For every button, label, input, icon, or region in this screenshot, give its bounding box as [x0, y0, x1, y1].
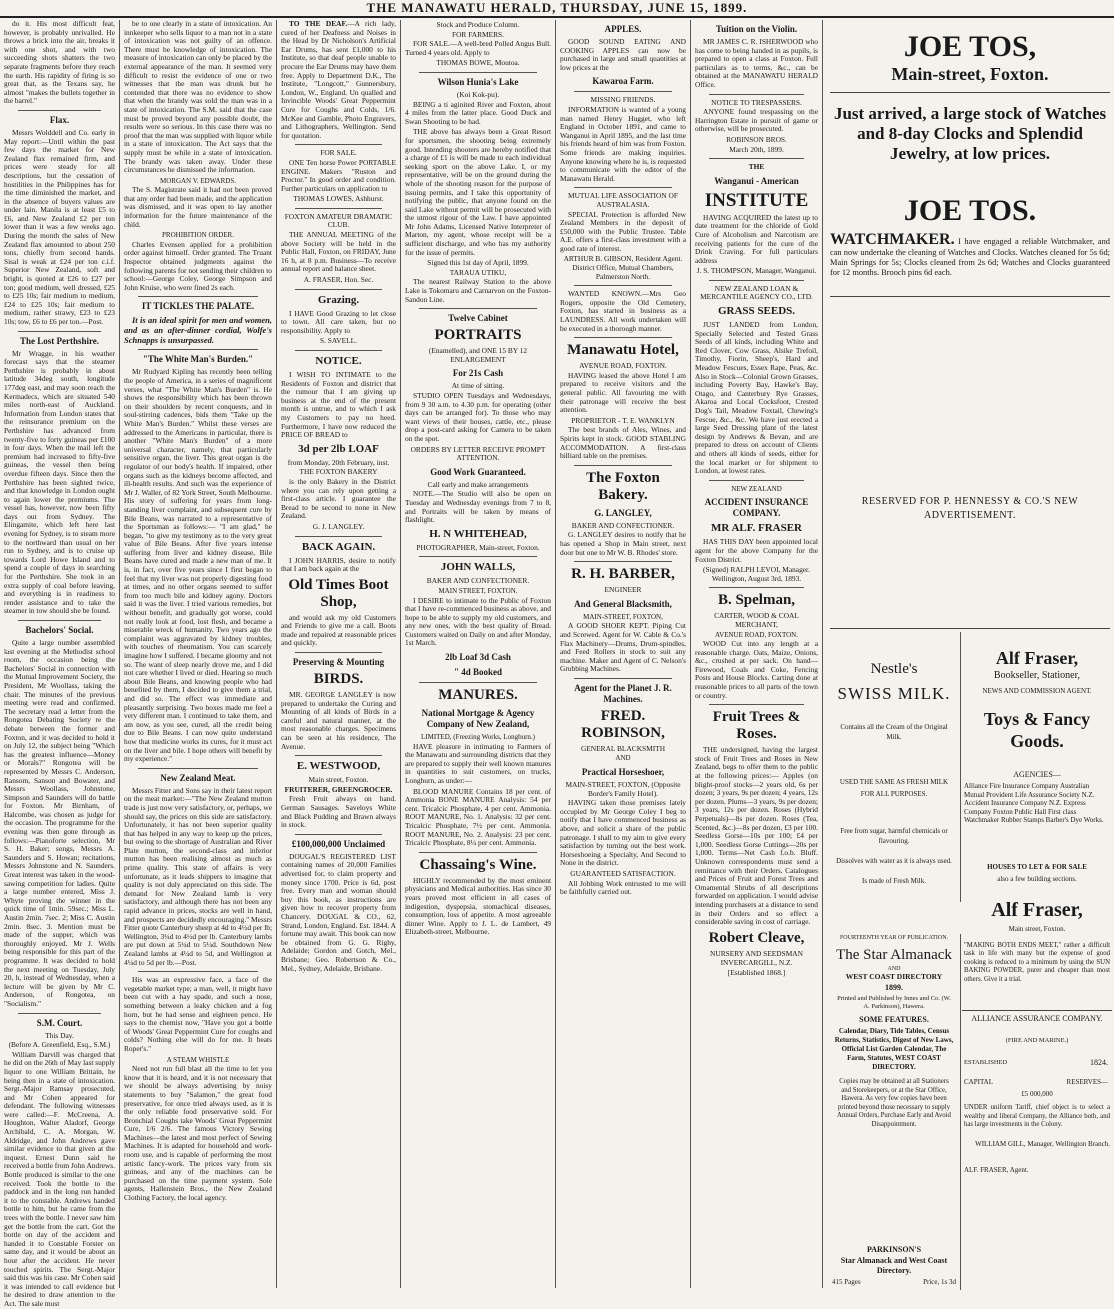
ad-notice-sig: G. J. LANGLEY. [312, 521, 365, 531]
heading-missing: MISSING FRIENDS. [590, 95, 656, 105]
portraits-good-work: Good Work Guaranteed. [430, 466, 526, 477]
heading-steam-whistle: A STEAM WHISTLE [166, 1055, 230, 1064]
spelman-sub: CARTER, WOOD & COAL MERCHANT, [714, 611, 799, 629]
robinson-sub-2: Practical Horseshoer, [581, 767, 665, 778]
portraits-time: At time of sitting. [451, 381, 505, 391]
ad-accident: HAS THIS DAY been appointed local agent for the above Company for the Foxton District. [695, 537, 818, 564]
institute-the: THE [748, 162, 765, 172]
ad-grazing-sig: S. SAVELL. [319, 336, 358, 346]
houses-heading: HOUSES TO LET & FOR SALE [987, 863, 1087, 871]
ad-institute: HAVING ACQUIRED the latest up to date treatment for the chloride of Gold Cure of Alcoholism and Narcotism are receiving patients for the cure of the Drink Craving. For full particulars address [695, 212, 818, 265]
column-5 [556, 20, 690, 1290]
heading-westwood: E. WESTWOOD, [296, 760, 381, 773]
heading-spelman: B. Spelman, [717, 592, 796, 609]
cleave-address: INVERCARGILL, N.Z. [720, 958, 793, 968]
heading-notice: NOTICE. [315, 355, 362, 367]
article-steam-whistle: Need not run full blast all the time to let you know that it is heard, and it is not necessary that we should be always advertising by noisy statements to buy "Salamon," the great food preservative, for once tried always used, as it is the only reliable food preservative sold. For Bronchial Coughs take Woods' Great Peppermint Cure, 1/6 2/6. The famous Victory Sewing Machines—the latest and most perfect of Sewing Machines. It is adapted for household and work-room use, and is capable of performing the most artistic fancy-work. The prices vary from six guineas, and any of the machines can be purchased on the time payment system. Sole agents, Hallenstein Bros., the New Zealand Clothing Factory, the local agency. [124, 1064, 272, 1203]
cleave-established: [Established 1868.] [727, 967, 786, 977]
column-3 [277, 20, 400, 1290]
joe-tos-arrived: Just arrived, a large stock of Watches and 8-day Clocks and Splendid Jewelry, at low prices. [833, 104, 1107, 163]
heading-white-mans-burden: "The White Man's Burden." [142, 354, 254, 365]
joe-tos-address: Main-street, Foxton. [891, 64, 1049, 84]
portraits-call: Call early and make arrangements [427, 479, 529, 489]
ad-chassaing: HIGHLY recommended by the most eminent physicians and Medical authorities. Has since 30 years proved most efficient in all cases of indigestion, dyspepsia, stomachical diseases, consumption, loss of appetite. A most agreeable dinner Wine. Apply to J. L. de Lambert, 49 Elizabeth-street, Melbourne. [405, 875, 551, 937]
ad-drama-club: THE ANNUAL MEETING of the above Society will be held in the Public Hall, Foxton, on FRIDAY, June 16 h, at 8 p.m. Business—To receive annual report and balance sheet. [281, 230, 396, 274]
robinson-jobbing: All Jobbing Work entrusted to me will be faithfully carried out. [560, 878, 686, 897]
almanack-list: Calendar, Diary, Tide Tables, Census Returns, Statistics, Digest of New Laws, Official List Garden Calendar, The Farm, Statutes, WEST COAST DIRECTORY. [834, 1027, 954, 1071]
heading-grazing: Grazing. [317, 293, 360, 306]
nestle-dissolves: Dissolves with water as it is always used. [836, 857, 952, 865]
kawaroa-farm: Kawaroa Farm. [592, 76, 654, 87]
barber-address: MAIN-STREET, FOXTON, [583, 612, 663, 621]
westwood-trade: FRUITERER, GREENGROCER. [284, 784, 393, 794]
article-prohibition: Charles Evensen applied for a prohibition order against himself. Order granted. The Truant Inspector obtained judgments against the following parents for not sending their children to school:—George Coley, George Simpson and John Kruise, who were fined 2s each. [124, 239, 272, 292]
manures-company: National Mortgage & Agency Company of New Zealand, [421, 708, 535, 730]
column-2 [120, 20, 276, 1290]
alliance-heading: ALLIANCE ASSURANCE COMPANY. [971, 1014, 1103, 1023]
walls-sub: BAKER AND CONFECTIONER. [426, 576, 530, 586]
agencies-heading: AGENCIES— [1013, 770, 1061, 779]
nestle-swiss-milk: SWISS MILK. [837, 684, 951, 703]
ad-schnapps-text: It is an ideal spirit for men and women, and as an after-dinner cordial, Wolfe's Schnapps is unsurpassed. [124, 315, 272, 346]
heading-foxton-bakery: The Foxton Bakery. [586, 469, 660, 503]
agencies-list: Alliance Fire Insurance Company Australian Mutual Provident Life Assurance Society N.Z. Accident Insurance Company N.Z. Express Company Foxton Public Hall First class Watchmaker Rubber Stamps Barber's Dye Works. [964, 782, 1104, 825]
almanack-year-2: 1899. [885, 983, 903, 992]
accident-nz: NEW ZEALAND [731, 484, 782, 493]
ad-wilson-lake-3: The nearest Railway Station to the above Lake is Tokomaru and Carnarvon on the Foxton-Sandon Line. [405, 277, 551, 304]
ad-back-again-2: and would ask my old Customers and Friends to give me a call. Boots made and repaired at reasonable prices and quickly. [281, 612, 396, 648]
ad-deaf: —A rich lady, cured of her Deafness and Noises in the Head by Dr Nicholson's Artificial Ear Drums, has sent £1,000 to his Institute, so that deaf people unable to procure the Ear Drums may have them free. Apply to Department D.K., The Institute, "Longcott," Gunnersbury, London, W., England. Un qualled and Invincible Woods' Great Peppermint Cure for Coughs and Colds, 1/6. McKee and Gamble, Photo Engravers, and Lithographers, Wellington. Send for quotation. [281, 19, 396, 140]
accident-sig: (Signed) RALPH LEVOI, Manager. Wellington, August 3rd, 1893. [703, 565, 810, 583]
heading-for-sale: FOR SALE. [320, 148, 357, 158]
westwood-text: Fresh Fruit always on hand. German Sausages. Saveloys White and Black Pudding and Brawn always in stock. [281, 794, 396, 830]
fraser-2-heading: Alf Fraser, [991, 899, 1083, 921]
portraits-orders: ORDERS BY LETTER RECEIVE PROMPT ATTENTION. [410, 444, 546, 463]
robinson-and: AND [615, 754, 631, 763]
heading-unclaimed: £100,000,000 Unclaimed [291, 838, 386, 849]
baking-powder-ad: "MAKING BOTH ENDS MEET," rather a difficult task in life with many but the expense of good cooking is reduced to a minimum by using the SUN BAKING POWDER, purer and cheaper than most others. Give it a trial. [964, 942, 1110, 983]
ad-grazing: I HAVE Good Grazing to let close to town. All care taken, but no responsibility. Apply to [281, 308, 396, 335]
watchmaker-heading: WATCHMAKER. [830, 231, 955, 248]
ad-fruit-trees: THE undersigned, having the largest stock of Fruit Trees and Roses in New Zealand, begs to offer them to the public at the following prices:— Apples (on blight-proof stocks—2 years old, 6s per dozen; 3 years, 9s per dozen; 4 years, 12s per dozen. Plums—3 years, 9s per dozen; 3 years, 12s per dozen. Roses (Hybrid Perpetuals)—8s per dozen. Roses (Tea, Scented, &c.)—8s per dozen, £3 per 100. Seedless Gorse—10s per 100; £4 per 1,000. Seedless Gorse Cuttings—20s per 1,000. Terms—Net Cash f.o.b. Bluff. Unknown correspondents must send a remittance with their Orders. Catalogues and Prices of Fruit and Forest Trees and Ornamental Shrubs of all descriptions forwarded on application. I would advise intending purchasers at a distance to send in their Orders and so effect a considerable saving in cost of carriage. [695, 745, 818, 927]
walls-price-cash: 2lb Loaf 3d Cash [445, 652, 511, 663]
fraser-sub-2: NEWS AND COMMISSION AGENT. [982, 687, 1092, 695]
institute-sub: Wanganui - American [714, 175, 799, 186]
heading-back-again: BACK AGAIN. [301, 540, 376, 553]
nestle-fresh: Is made of Fresh Milk. [862, 877, 926, 885]
heading-morgan: MORGAN V. EDWARDS. [160, 176, 236, 185]
trespassers-date: March 20th, 1899. [729, 144, 784, 154]
almanack-parkinson: PARKINSON'S [866, 1245, 922, 1254]
heading-birds-big: BIRDS. [313, 671, 364, 688]
alliance-signature: WILLIAM GILL, Manager, Wellington Branch. [975, 1140, 1110, 1148]
heading-wilson-lake: Wilson Hunia's Lake [437, 76, 519, 87]
ad-engine-sig: THOMAS LOWES, Ashhurst. [293, 194, 384, 204]
trespassers-sig: ROBINSON BROS. [726, 134, 787, 144]
watchmaker-text: I have engaged a reliable Watchmaker, and can now undertake the cleaning of Watches and Clocks. Watches cleaned for 5s 6d; Main Springs for 5s; Clocks cleaned from 2s 6d; Watches and Clocks guaranteed for 12 months. Brooch pins 6d each. [830, 237, 1110, 277]
ad-isherwood: MR JAMES C. R. ISHERWOOD who has come to being handed in as pupils, is prepared to open a class at Foxton. Full particulars as to terms, &c., can be obtained at the MANAWATU HERALD Office. [695, 37, 818, 89]
almanack-price: Price, 1s 3d [923, 1278, 956, 1286]
column-4 [401, 20, 555, 1290]
column-rule [822, 20, 823, 1288]
hotel-proprietor: PROPRIETOR - T. E. WANKLYN [571, 415, 675, 425]
reserved-notice: RESERVED FOR P. HENNESSY & CO.'S NEW ADVERTISEMENT. [861, 496, 1079, 521]
heading-cleave: Robert Cleave, [708, 929, 805, 946]
alliance-year: 1824. [1090, 1058, 1108, 1067]
ad-unclaimed: DOUGAL'S REGISTERED LIST containing names of 20,000 Families advertised for, to claim property and money since 1700. Price is 6d, post free. Every man and woman should buy this book, as instructions are given how to recover property from Chancery. DOUGAL & CO., 62, Strand, London, England. Est. 1844. A fortune may await. This book can now be obtained from G. G. Righy, Adelaide; Gordon and Gotch, Mel., Brisbane; Geo. Robertson & Co., Mel., Sydney, Adelaide, Brisbane. [281, 851, 396, 973]
alliance-text: UNDER uniform Tariff, chief object is to select a wealthy and liberal Company, the Alliance both, and has large investments in the Colony. [964, 1104, 1110, 1129]
portraits-price: For 21s Cash [452, 368, 504, 379]
almanack-year: FOURTEENTH YEAR OF PUBLICATION. [839, 935, 949, 941]
heading-grass-seeds: GRASS SEEDS. [717, 305, 796, 318]
heading-nz-meat: New Zealand Meat. [160, 772, 236, 783]
ad-spelman: WOOD Cut into any length at a reasonable charge. Oats, Maize, Onions, &c., crushed at per sack. On hand—Firewood, Coals and Coke, Fencing Posts and House Blocks. Carting done at reasonable prices to all parts of the town or country. [695, 639, 818, 700]
heading-perthshire: The Lost Perthshire. [19, 335, 100, 346]
ad-drama-sig: A. FRASER, Hon. Sec. [303, 275, 374, 285]
fraser-sub: Bookseller, Stationer, [993, 670, 1081, 681]
alliance-agent: ALF. FRASER, Agent. [964, 1166, 1029, 1174]
ad-schnapps-heading: IT TICKLES THE PALATE. [141, 301, 255, 312]
heading-manures: MANURES. [438, 687, 518, 704]
heading-institute: INSTITUTE [704, 189, 809, 211]
masthead: THE MANAWATU HERALD, THURSDAY, JUNE 15, 1899. [0, 0, 1114, 18]
heading-violin: Tuition on the Violin. [715, 24, 798, 34]
manures-company-2: LIMITED, (Freezing Works, Longburn.) [420, 733, 535, 742]
heading-whitehead: H. N WHITEHEAD, [429, 527, 527, 540]
houses-sub: also a few building sections. [997, 875, 1077, 883]
almanack-parkinson-2: Star Almanack and West Coast Directory. [840, 1256, 948, 1275]
article-peppermint: His was an expressive face, a face of the vegetable market type; a man, well, it might have been cut with a hay spade, and such a nose, something between a leaky chicken and a fog horn, but he had sense and eighteen pence. He says to the chemist now, "Have you got a bottle of Woods' Great Peppermint Cure for coughs and colds? Nothing else will do for me. It beats Roper's." [124, 975, 272, 1053]
institute-sig: J. S. THOMPSON, Manager, Wanganui. [696, 266, 817, 276]
alliance-amount: £5 000,000 [1021, 1090, 1053, 1098]
portraits-note: NOTE.—The Studio will also be open on Tuesday and Wednesday evenings from 7 to 8, and Portraits will be taken by means of flashlight. [405, 489, 551, 525]
ad-notice-from: from Monday, 20th February, inst. [287, 457, 390, 467]
ad-manures: HAVE pleasure in intimating to Farmers of the Manawatu and surrounding districts that they are prepared to supply their well known manures in quantities to suit customers, on trucks, Longburn, as under:— [405, 741, 551, 786]
robinson-address: MAIN-STREET, FOXTON, (Opposite Border's Family Hotel). [565, 780, 681, 798]
ad-wilson-lake: BEING a ti aginited River and Foxton, about 4 miles from the latter place. Good Duck and Swan Shooting to be had. [405, 99, 551, 126]
bakery-sub: BAKER AND CONFECTIONER. [571, 520, 675, 530]
ad-trespassers: ANYONE found trespassing on the Harrington Estate in pursuit of game or otherwise, will be prosecuted. [695, 107, 818, 134]
almanack-and: AND [887, 966, 901, 972]
almanack-heading: The Star Almanack [836, 947, 952, 963]
heading-birds: Preserving & Mounting [292, 657, 385, 668]
heading-mutual: MUTUAL LIFE ASSOCIATION OF AUSTRALASIA. [568, 191, 678, 209]
ad-wanted: WANTED KNOWN.—Mrs Geo Rogers, opposite the Old Cemetery, Foxton, has started in business as a LAUNDRESS. All work undertaken will be executed in a thorough manner. [560, 289, 686, 333]
walls-price-booked: " 4d Booked [453, 667, 502, 678]
ad-barber: A GOOD SHOER KEPT. Piping Cut and Screwed. Agent for W. Cable & Co.'s Flax Machinery—Drums, Drum-spindles, and Feed Rollers in stock to suit any machine. Maker and Agent of C. Nelson's Grubbing Machines. [560, 621, 686, 674]
ad-hotel-2: The best brands of Ales, Wines, and Spirits kept in stock. GOOD STABLING ACCOMMODATION. A first-class billiard table on the premises. [560, 425, 686, 461]
ad-engine: ONE Ten horse Power PORTABLE ENGINE. Makers "Ruston and Proctor." In good order and condition. Further particulars on application to [281, 157, 396, 193]
portraits-sub: (Enamelled), and ONE 15 BY 12 ENLARGEMENT [428, 346, 528, 364]
alliance-sub: (FIRE AND MARINE.) [1005, 1037, 1069, 1044]
heading-bachelors: Bachelors' Social. [25, 625, 94, 635]
ad-notice-price: 3d per 2lb LOAF [298, 442, 379, 455]
heading-court: S.M. Court. [36, 1017, 83, 1028]
spelman-address: AVENUE ROAD, FOXTON. [715, 630, 798, 639]
article-morgan: The S. Magistrate said it had not been proved that any order had been made, and the application was dismissed, and it was open to lay another information for the future maintenance of the child. [124, 185, 272, 229]
heading-manawatu-hotel: Manawatu Hotel, [567, 342, 679, 359]
accident-name: MR ALF. FRASER [711, 522, 802, 535]
hotel-address: AVENUE ROAD, FOXTON. [579, 361, 667, 371]
alliance-capital: CAPITAL [964, 1078, 993, 1086]
column-6 [691, 20, 822, 1290]
fraser-2-address: Main street, Foxton. [1008, 925, 1066, 933]
almanack-sub: WEST COAST DIRECTORY [845, 972, 943, 981]
heading-robinson: FRED. ROBINSON, [581, 707, 665, 741]
article-nz-meat: Messrs Fitter and Sons say in their latest report on the meat market:—"The New Zealand mutton trade is just now very satisfactory, or, perhaps, we should say, the prices on this side are satisfactory. Unfortunately, it has not been superior quality that has helped in any way to keep up the prices, but owing to the shortage of Australian and River Plate mutton, the second-class and inferior mutton has been realising almost as much as prime quality. This state of affairs is very unfortunate, as it leads shippers to imagine that quality is not duly appreciated on this side. The demand for New Zealand lamb is very satisfactory, and although there has not been any rapid advance in prices, stocks are well in hand, and prospects are decidedly encouraging." Messrs Fitter quote Canterbury sheep at 4d to 4½d per lb; Wellington, 3¼d to 4½d per lb. Canterbury lambs are put down at 5¼d to 5¼d. Southdown New Zealand lambs at 4¼d to 5d, and Wellington at 4¼d to 5d per lb.—Post. [124, 785, 272, 967]
heading-planet: Agent for the Planet J. R. Machines. [574, 682, 672, 704]
seeds-company: NEW ZEALAND LOAN & MERCANTILE AGENCY CO., LTD. [700, 283, 813, 302]
mutual-sig: ARTHUR B. GIBSON, Resident Agent. District Office, Mutual Chambers, Palmerston North. [563, 254, 683, 281]
alliance-established: ESTABLISHED [964, 1059, 1008, 1066]
barber-sub-2: And General Blacksmith, [574, 598, 672, 609]
nestle-heading: Nestle's [870, 661, 918, 677]
wilson-lake-sub: (Koi Kok-pu). [456, 89, 500, 99]
article-intro: do it. His most difficult feat, however, is probably unrivalled. He throws a brick into the air, breaks it with one shot, and with two succeeding shots shatters the two separate fragments before they reach the earth. His rapidity of firing is so great that, as the Texans say, he almost "makes the bullets together in the barrel." [4, 19, 115, 106]
nestle-free: Free from sugar, harmful chemicals or flavouring. [840, 827, 948, 845]
barber-sub: ENGINEER [604, 585, 642, 595]
heading-fruit-trees: Fruit Trees & Roses. [712, 709, 801, 743]
cleave-sub: NURSERY AND SEEDSMAN [710, 948, 803, 958]
court-before: (Before A. Greenfield, Esq., S.M.) [8, 1040, 111, 1050]
heading-prohibition: PROHIBITION ORDER. [162, 231, 234, 240]
ad-notice: I WISH TO INTIMATE to the Residents of Foxton and district that the rumour that I am giving up business at the end of the present month is untrue, and to which I ask my Customers to pay no heed. Furthermore, I have now reduced the PRICE OF BREAD to [281, 370, 396, 440]
ad-bakery: G. LANGLEY desires to notify that he has opened a Shop in Main street, next door but one to Mr W. B. Rhodes' store. [560, 530, 686, 557]
nestle-cream: Contains all the Cream of the Original Milk. [840, 723, 948, 741]
ad-bull-sig: THOMAS BOWE, Moutoa. [436, 58, 520, 68]
heading-apples: APPLES. [604, 24, 642, 34]
ad-hotel: HAVING leased the above Hotel I am prepared to receive visitors and the general public. All favouring me with their patronage will receive the best attention. [560, 370, 686, 415]
article-court-cont: be to one clearly in a state of intoxication. An innkeeper who sells liquor to a man not in a state of intoxication was not guilty of an offence. There must be knowledge of intoxication. The measure of intoxication can only be placed by the external appearance of the man. It seemed very difficult to resist the evidence of one or two witnesses that the man was drunk but he contended that there was no evidence to show that when the brandy was sold the man was in a state of intoxication. The S.M. said that the case must be proved beyond any possible doubt, the results were so serious. In this case there was no proof that the man was supplied with liquor while in a state of intoxication. The Act says that the supply must be while in a state of intoxication. The brandy was taken away. Under these circumstances he dismissed the information. [124, 19, 272, 175]
heading-stock-column: Stock and Produce Column. [436, 20, 520, 29]
robinson-guarantee: GUARANTEED SATISFACTION. [570, 869, 676, 878]
article-perthshire: Mr Wragge, in his weather forecast says that the steamer Perthshire is probably in about latitude 34deg south, longitude 177deg east, and may soon reach the Kermadecs, which are situated 540 miles north-east of Auckland. Information from London states that the reinsurance premium on the Perthshire has advanced from twenty-five to forty guineas per £100 in four days. When the mail left the premium had increased to fifty-five guineas, the vessel then being overdue fifteen days. Since then the Perthshire has been sighted twice, and that knowledge in London ought to again lower the premiums. The vessel has, however, now been fifty days out from Sydney. The Elingamite, which left here last evening for Sydney, is to steam more to the northward than usual on her run to Sydney, and is to cruise up towards Lord Howe Island and to spend a couple of days in searching for the Perthshire. She took in an extra supply of coal before leaving, and everything is in readiness to render assistance and to take the steamer in tow should she be found. [4, 348, 115, 616]
almanack-features: SOME FEATURES. [859, 1015, 929, 1024]
almanack-copies: Copies may be obtained at all Stationers and Storekeepers, or at the Star Office, Hawera. As very few copies have been printed beyond those necessary to supply Annual Orders, Purchase Early and Avoid Disappointment. [837, 1078, 951, 1128]
ad-robinson: HAVING taken those premises lately occupied by Mr George Coley I beg to notify that I have commenced business as above, and solicit a share of the public patronage. I shall to my aim to give every satisfaction by turning out the best work. Horseshoeing a Specialty, And Second to None in the district. [560, 798, 686, 868]
almanack-publisher: Printed and Published by Innes and Co. (W. A. Parkinson), Hawera. [837, 995, 951, 1010]
heading-walls: JOHN WALLS, [440, 561, 516, 574]
ad-wilson-lake-2: THE above has always been a Great Resort for sportsmen, the shooting being extremely good. Intending shooters are hereby notified that a charge of £1 is will be made to each individual seeking sport on the above Lake. I, or my representative, will be on the ground during the whole of the shooting reason for the purpose of issuing permits, and I take this opportunity of notifying the public, that anyone found on the said Lake without permit will be prosecuted with the utmost rigour of the Law. I have appointed Mr John Adams, Licensed Native Interpreter of Marton, my agent, whose receipt will be a sufficient discharge, and who has my authority for the issue of permits. [405, 127, 551, 257]
heading-drama-club: FOXTON AMATEUR DRAMATIC CLUB. [284, 211, 393, 230]
watchmaker-ad [830, 232, 1110, 278]
ad-bull: FOR SALE.—A well-bred Polled Angus Bull. Turned 4 years old. Apply to [405, 39, 551, 57]
article-court: William Darvill was charged that he did on the 26th of May last supply liquor to one William Brittain, he being then in a state of intoxication. Sergt.-Major Ramsay prosecuted, and Mr Cohen appeared for defendant. The following witnesses were called:—F. McCreena, A. Houghton, Walter Aladorf, George Archibald, C. A. Morgan, W. Aldridge, and John Andrews gave similar evidence to that given at the inquest. Ernest Dunn said he received a bottle from John Andrews. Bottle produced is similar to the one received. Took the bottle to the paddock and in the long run handed it to the constable. Andrews handed bottle to him, but he came from the trees with the bottle. I never saw him get the bottle from the cart. Got the bottle on day of the accident and handed it to Constable Forster on same day, and it would be about an hour after the accident. He never touched spirits. The Sergt.-Major said this was his case. Mr Cohen said it was intended to call evidence but he desired to draw attention to the Act. The sale must [4, 1049, 115, 1308]
joe-tos-name-2: JOE TOS. [903, 194, 1037, 227]
alliance-reserves: RESERVES— [1066, 1078, 1108, 1086]
heading-flax: Flax. [49, 114, 70, 125]
robinson-sub: GENERAL BLACKSMITH [580, 743, 666, 753]
heading-trespassers: NOTICE TO TRESPASSERS. [711, 97, 802, 107]
bakery-name: G. LANGLEY, [594, 507, 652, 518]
ad-boot-shop: Old Times Boot Shop, [288, 576, 389, 610]
walls-address: MAIN STREET, FOXTON. [438, 586, 518, 595]
heading-barber: R. H. BARBER, [571, 566, 675, 583]
wilson-signed: Signed this 1st day of April, 1899. [427, 258, 529, 268]
ad-portraits: STUDIO OPEN Tuesdays and Wednesdays, from 9 30 a.m. to 4.30 p.m. for operating (other days can be arranged for). To those who may want views of their houses, cattle, etc., please drop a post-card asking for Camera to be taken on the spot. [405, 391, 551, 443]
ad-notice-bakery: THE FOXTON BAKERY [299, 467, 378, 477]
ad-grass-seeds: JUST LANDED from London, Specially Selected and Tested Grass Seeds of all kinds, including White and Red Clover, Cow Grass, Alsike Trefoil, Timothy, Fiorin, Sheep's, Hard and Meadow Fescues, Essex Rape, Peas, &c. Also in Stock—Colonial Grown Grasses, including Poverty Bay, Hawke's Bay, Otago, and Canterbury Rye Grasses, Akaroa and Local Cocksfoot, Crested Dog's Tail, Meadow Foxtail, Chewing's Fescue, &c., &c. We have just erected a large Seed Dressing plant of the latest design by Andrews & Bevan, and are prepared to dress on account of Clients and others all kinds of seeds, either for the local market or for shipment to London, at lowest rates. [695, 320, 818, 476]
column-1 [0, 19, 119, 1308]
heading-chassaing: Chassaing's Wine. [419, 856, 537, 873]
manures-list: BLOOD MANURE Contains 18 per cent. of Ammonia BONE MANURE Analysis: 54 per cent. Tricalcic Phosphate, 4 per cent. Ammonia. ROOT MANURE, No. 1. Analysis: 32 per cent. Tricalcic Phosphate, 7½ per cent. Ammonia. ROOT MANURE, No. 2. Analysis: 23 per cent. Tricalcic Phosphate, 8¼ per cent. Ammonia. [405, 786, 551, 848]
ad-mutual: SPECIAL Protection is afforded New Zealand Members in the deposit of £50,000 with the Public Trustee. Table A.E. offers a first-class investment with a good rate of interest. [560, 209, 686, 253]
ad-back-again: I JOHN HARRIS, desire to notify that I am back again at the [281, 555, 396, 574]
court-day: This Day. [45, 1030, 74, 1040]
heading-deaf: TO THE DEAF. [289, 19, 348, 28]
article-bachelors: Quite a large number assembled last evening at the Methodist school room, the occasion being the Bachelors' Social in connection with the Mutual Improvement Society, the President, Mr Woollass, taking the chair. The minutes of the previous meeting were read and confirmed. The secretary read a letter from the Rongotea Debating Society re the debate between the former and Foxton, and it was decided to hold it on July 12, the subject being "Which has the greatest influence—Money or Morals?" Rongotea will be represented by Messrs C. Anderson, Ransom, Sanson and Bowater, and Messrs Woollass, Johnstone, Simpson and Saunders will do battle for Foxton. Mr Birnham, of Halcombe, was chosen as judge for the occasion. The programme for the evening was then gone through as follows:—Pianoforte selection, Mr S. H. Baker; songs, Messrs A. Saunders and S. Howan; recitations, Messrs Johnstone and N. Saunders. Great interest was taken in the wood-sawing competition for ladies. Quite a large number entered, Miss J. Whyte proving the winner in the quick time of 1min. 59sec.; Miss L. Austin 2min. 7sec. 2; Miss C. Austin 2min. 8sec. 3. Mention must be made of the supper, which was thoroughly enjoyed. Mr J. Wells being responsible for this part of the programme. It was decided to hold the next meeting on Tuesday, July 20, h, instead of Wednesday, when a lecture will be given by Mr C. Anderson, of Rongotea, on "Socialism." [4, 638, 115, 1008]
ad-birds: MR. GEORGE LANGLEY is now prepared to undertake the Curing and Mounting of all kinds of Birds in a careful and natural manner, at the most reasonable charges. Specimens can be seen at his residence, The Avenue. [281, 690, 396, 751]
heading-portraits-big: PORTRAITS [434, 327, 522, 344]
ad-walls: I DESIRE to intimate to the Public of Foxton that I have re-commenced business as above, and hope to be able to supply my old customers, and any new ones, with the best quality of Bread. Customers waited on Daily on and after Monday, 1st March. [405, 595, 551, 648]
article-white-mans-burden: Mr Rudyard Kipling has recently been telling the people of America, in a series of magnificent verses, what "The White Man's Burden" is. He shows the responsibility which has been thrown on their shoulders by recent conquests, and in soul-stirring cadences, bids them "Take up the White Man's Burden." Whilst these verses are addressed to the Americans in particular, there is another "White Man's Burden" of a more universal character, namely, that particularly sensitive organ, the liver. This great organ is the regulator of our body's health. If impaired, other organs such as the kidneys become affected, and ill-health results. And such was the experience of Mr J. Waller, of 82 York Street, South Melbourne. His story of suffering for years from long-standing liver complaint, and subsequent cure by Bile Beans, was narrated to a representative of the Sportsman as follows:— "I am glad," he began, "to give my testimony as to the very great value of Bile Beans. After five years intense suffering from liver and kidney disease, Bile Beans have cured and made a new man of me. It is, in fact, over five years since I first began to feel that my liver was not properly digesting food at times, and no other organs seemed to suffer from too much bile and kidney agony. Doctors said it was the liver. I tried various remedies, but without benefit, and gradually got worse, could not really look at food, lost flesh, and became a miserable wreck of humanity. Two years ago the complaint was aggravated by kidney troubles, with touches of rheumatism. You can scarcely imagine how I suffered. I became gloomy and not so. The want of sleep nearly drove me, and I did not care whether I lived or died. Hearing so much about Bile Beans, and knowing people who had benefited by them, I decided to give them a trial, and did so. The effect was immediate and pleasantly surprising. Two boxes made me feel a very different man. I continued to take them, and am now, as you see, cured, all the credit being due to Bile Beans. I can now quite understand how that medicine works its cures, for it must act on the liver and bile. I hope others will benefit by my experience." [124, 367, 272, 764]
article-flax: Messrs Wolddell and Co. early in May report:—Until within the past few days the market for New Zealand flax remained firm, and prices were steady for all descriptions, but the cessation of hostilities in the Philippines has for the time diminished the market, and in the absence of buyers values are under lain. Manila is at least £5 to £6, and New Zealand £2 per ton lower than it was a few weeks ago. During the month the sales of New Zealand flax amounted to about 250 tons, chiefly from second hands. Sisal is weak at £24 per ton c.i.f. Superior New Zealand, soft and bright, is quoted at £26 to £27 per ton; good medium, well dressed, £25 to £25 10s; fair medium to medium, £24 to £25 10s; fair medium to medium, rather strawy, £23 to £23 10s; tow, £6 to £6 per ton.—Post. [4, 127, 115, 326]
fraser-toys: Toys & Fancy Goods. [983, 709, 1091, 751]
wilson-sig: TARAUA UTIKU, [449, 267, 507, 277]
joe-tos-name: JOE TOS, [903, 30, 1037, 63]
ad-notice-2: is the only Bakery in the District where you can rely upon getting a first-class article. I guarantee the Bread to be second to none in New Zealand. [281, 476, 396, 521]
heading-portraits: Twelve Cabinet [448, 313, 508, 324]
heading-accident: ACCIDENT INSURANCE COMPANY. [704, 497, 809, 519]
almanack-pages: 415 Pages [832, 1278, 861, 1286]
fraser-heading: Alf Fraser, [995, 648, 1079, 668]
nestle-used: USED THE SAME AS FRESH MILK FOR ALL PURPOSES. [839, 778, 949, 798]
ad-apples: GOOD SOUND EATING AND COOKING APPLES can now be purchased in large and small quantities at low prices at the [560, 37, 686, 72]
heading-for-farmers: FOR FARMERS. [451, 29, 505, 39]
whitehead-sub: PHOTOGRAPHER, Main-street, Foxton. [416, 542, 540, 552]
ad-missing: INFORMATION is wanted of a young man named Henry Hugget, who left England in October 1891, and came to Wanganui in April 1895, and the last time his friends heard of him was from Foxton. Some friends are making inquiries. Anyone knowing where he is, is requested to communicate with the editor of the Manawatu Herald. [560, 104, 686, 183]
westwood-address: Main street, Foxton. [308, 775, 369, 785]
